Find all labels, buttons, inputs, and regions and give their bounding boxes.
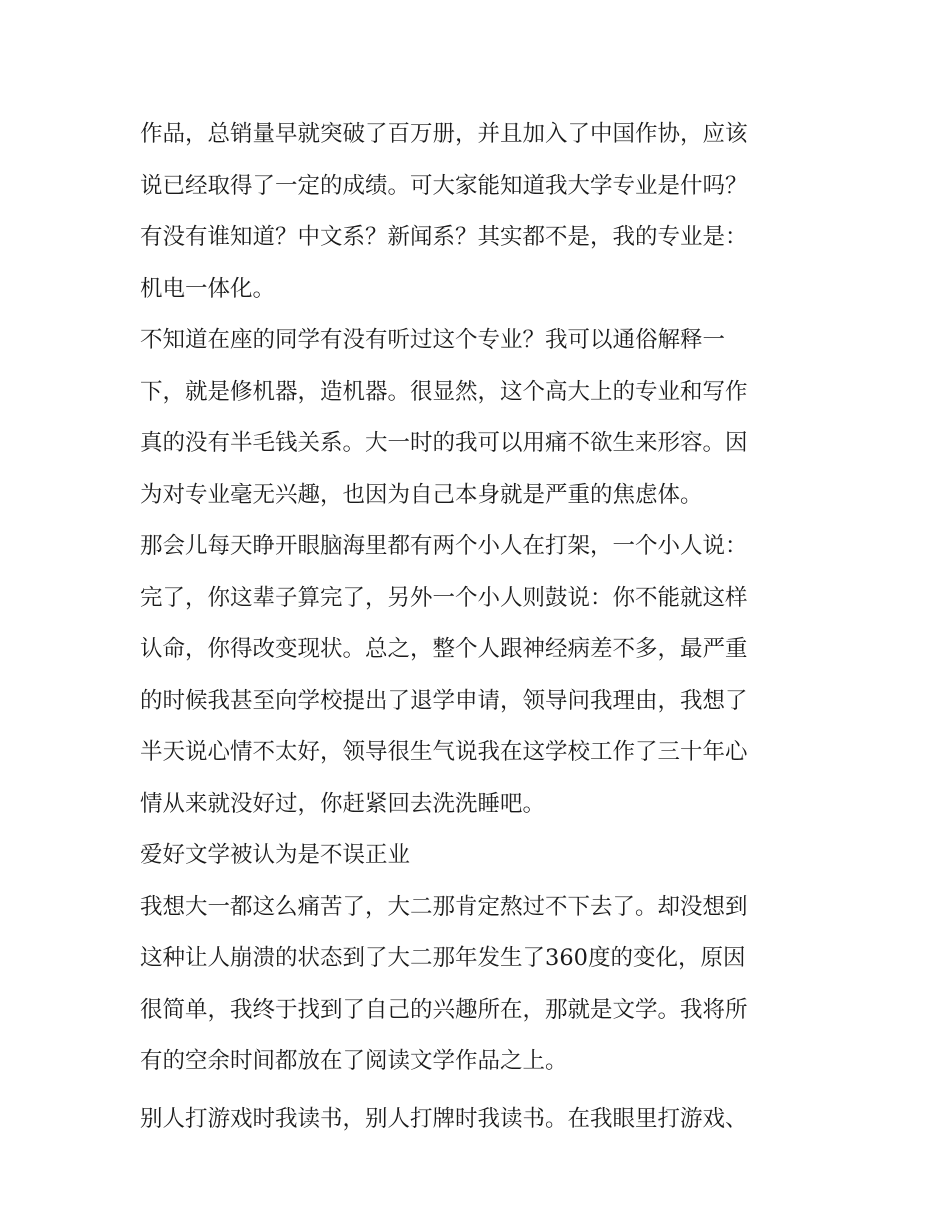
text-line: 机电一体化。 [140, 275, 276, 302]
text-line: 不知道在座的同学有没有听过这个专业？我可以通俗解释一 [140, 327, 726, 353]
text-line: 我想大一都这么痛苦了，大二那肯定熬过不下去了。却没想到 [140, 893, 748, 920]
text-line: 真的没有半毛钱关系。大一时的我可以用痛不欲生来形容。因 [140, 430, 748, 456]
text-line: 半天说心情不太好，领导很生气说我在这学校工作了三十年心 [140, 739, 748, 765]
text-line: 认命，你得改变现状。总之，整个人跟神经病差不多，最严重 [140, 636, 748, 662]
section-heading: 爱好文学被认为是不误正业 [140, 842, 411, 868]
text-line: 很简单，我终于找到了自己的兴趣所在，那就是文学。我将所 [140, 996, 748, 1023]
text-line: 的时候我甚至向学校提出了退学申请，领导问我理由，我想了 [140, 687, 748, 714]
text-line: 完了，你这辈子算完了，另外一个小人则鼓说：你不能就这样 [140, 584, 748, 611]
text-line: 说已经取得了一定的成绩。可大家能知道我大学专业是什吗？ [140, 172, 748, 199]
body-text [140, 109, 820, 1145]
text-line: 作品，总销量早就突破了百万册，并且加入了中国作协，应该 [140, 121, 748, 147]
text-line: 下，就是修机器，造机器。很显然，这个高大上的专业和写作 [140, 378, 748, 405]
text-line: 那会儿每天睁开眼脑海里都有两个小人在打架，一个小人说： [140, 533, 748, 559]
text-line: 别人打游戏时我读书，别人打牌时我读书。在我眼里打游戏、 [140, 1105, 748, 1132]
text-line: 为对专业毫无兴趣，也因为自己本身就是严重的焦虑体。 [140, 481, 703, 508]
text-line: 情从来就没好过，你赶紧回去洗洗睡吧。 [140, 790, 546, 817]
text-line: 这种让人崩溃的状态到了大二那年发生了360度的变化，原因 [140, 945, 746, 971]
text-line: 有没有谁知道？中文系？新闻系？其实都不是，我的专业是： [140, 224, 748, 250]
text-line: 有的空余时间都放在了阅读文学作品之上。 [140, 1048, 568, 1074]
